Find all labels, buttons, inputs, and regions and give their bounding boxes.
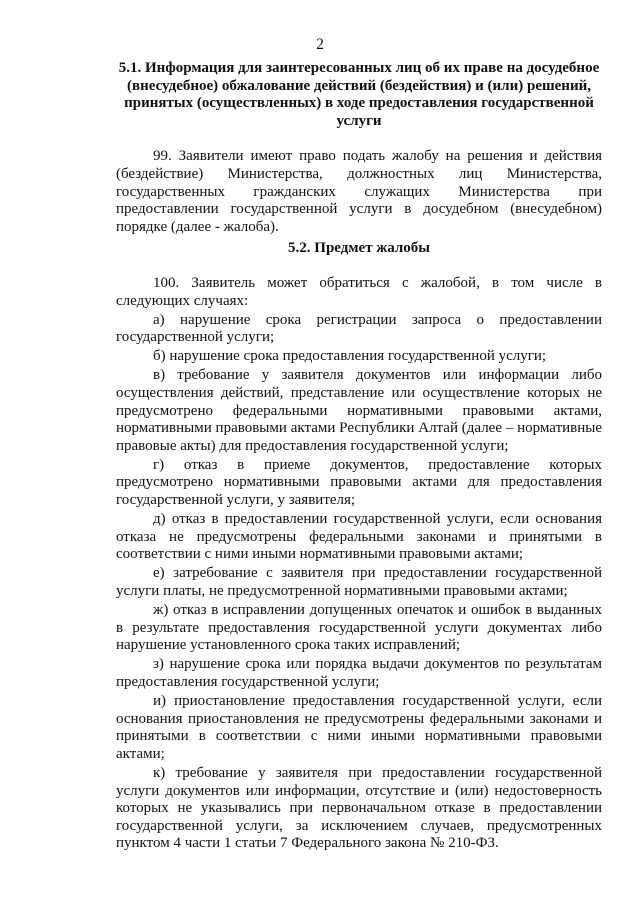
paragraph-99: 99. Заявители имеют право подать жалобу на решения и действия (бездействие) Министерства, должностных лиц Министерства, государственных гражданских служащих Министерства при предоставлении государственной услуги в досудебном (внесудебном) порядке (далее - жалоба). — [116, 148, 602, 235]
document-body — [116, 60, 602, 854]
section-5-2-heading: 5.2. Предмет жалобы — [288, 240, 430, 257]
list-item-k: к) требование у заявителя при предоставлении государственной услуги документов или информации, отсутствие и (или) недостоверность которых не указывались при первоначальном отказе в предоставлении государственной услуги, за исключением случаев, предусмотренных пунктом 4 части 1 статьи 7 Федерального закона № 210-ФЗ. — [116, 764, 602, 852]
list-item-a: а) нарушение срока регистрации запроса о предоставлении государственной услуги; — [116, 311, 602, 346]
list-item-g: г) отказ в приеме документов, предоставление которых предусмотрено нормативными правовыми актами для предоставления государственной услуги, у заявителя; — [116, 456, 602, 509]
section-5-1-heading: 5.1. Информация для заинтересованных лиц об их праве на досудебное (внесудебное) обжалование действий (бездействия) и (или) решений, принятых (осуществленных) в ходе предоставления государственной услуги — [118, 60, 600, 129]
list-item-d: д) отказ в предоставлении государственной услуги, если основания отказа не предусмотрены федеральными законами и принятыми в соответствии с ними иными нормативными правовыми актами; — [116, 511, 602, 563]
list-item-e: е) затребование с заявителя при предоставлении государственной услуги платы, не предусмотренной нормативными правовыми актами; — [116, 565, 602, 600]
list-item-zh: ж) отказ в исправлении допущенных опечаток и ошибок в выданных в результате предоставления государственной услуги документах либо нарушение установленного срока таких исправлений; — [116, 602, 602, 654]
list-item-i: и) приостановление предоставления государственной услуги, если основания приостановления не предусмотрены федеральными законами и принятыми в соответствии с ними иными нормативными правовыми актами; — [116, 693, 602, 762]
list-item-b: б) нарушение срока предоставления государственной услуги; — [153, 348, 547, 365]
list-item-z: з) нарушение срока или порядка выдачи документов по результатам предоставления государственной услуги; — [116, 656, 602, 690]
list-item-v: в) требование у заявителя документов или информации либо осуществления действий, представление или осуществление которых не предусмотрено федеральными нормативными правовыми актами, нормативными правовыми актами Республики Алтай (далее – нормативные правовые акты) для предоставления государственной услуги; — [116, 367, 602, 454]
paragraph-100-intro: 100. Заявитель может обратиться с жалобой, в том числе в следующих случаях: — [116, 274, 602, 309]
page-number: 2 — [316, 36, 324, 53]
